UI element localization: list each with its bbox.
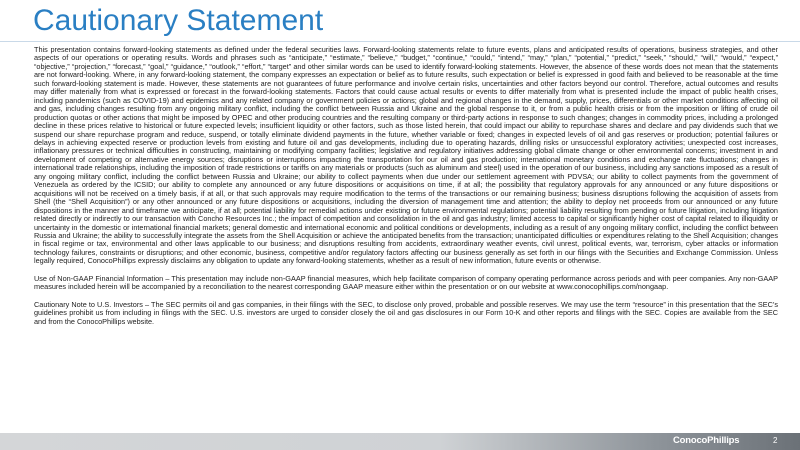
disclaimer-body: [34, 46, 778, 335]
company-logo: ConocoPhillips: [673, 435, 740, 446]
page-title: Cautionary Statement: [33, 4, 324, 37]
title-divider: [0, 41, 800, 42]
non-gaap-paragraph: Use of Non-GAAP Financial Information – This presentation may include non-GAAP financial measures, which help facilitate comparison of company operating performance across periods and with peer companies. Any non-GAAP measures included herein will be accompanied by a reconciliation to the nearest corresponding GAAP measure either within the presentation or on our website at www.conocophillips.com/nongaap.: [34, 273, 778, 292]
forward-looking-paragraph: This presentation contains forward-looking statements as defined under the federal securities laws. Forward-looking statements relate to future events, plans and anticipated results of operations, business strategies, and other aspects of our operations or operating results. Words and phrases such as “anticipate,” “estimate,” “believe,” “budget,” “continue,” “could,” “intend,” “may,” “plan,” “potential,” “predict,” “seek,” “should,” “will,” “would,” “expect,” “objective,” “projection,” “forecast,” “goal,” “guidance,” “outlook,” “effort,” “target” and other similar words can be used to identify forward-looking statements. However, the absence of these words does not mean that the statements are not forward-looking. Where, in any forward-looking statement, the company expresses an expectation or belief as to future results, such expectation or belief is expressed in good faith and believed to be reasonable at the time such forward-looking statement is made. However, these statements are not guarantees of future performance and involve certain risks, uncertainties and other factors beyond our control. Therefore, actual outcomes and results may differ materially from what is expressed or forecast in the forward-looking statements. Factors that could cause actual results or events to differ materially from what is presented include the impact of public health crises, including pandemics (such as COVID-19) and epidemics and any related company or government policies or actions; global and regional changes in the demand, supply, prices, differentials or other market conditions affecting oil and gas, including changes resulting from any ongoing military conflict, including the conflict between Russia and Ukraine and the global response to it, or from a public health crisis or from the imposition or lifting of crude oil production quotas or other actions that might be imposed by OPEC and other producing countries and the resulting company or third-party actions in response to such changes; changes in commodity prices, including a prolonged decline in these prices relative to historical or future expected levels; insufficient liquidity or other factors, such as those listed herein, that could impact our ability to repurchase shares and declare and pay dividends such that we suspend our share repurchase program and reduce, suspend, or totally eliminate dividend payments in the future, whether variable or fixed; changes in expected levels of oil and gas reserves or production; potential failures or delays in achieving expected reserve or production levels from existing and future oil and gas developments, including due to operating hazards, drilling risks or unsuccessful exploratory activities; unexpected cost increases, inflationary pressures or technical difficulties in constructing, maintaining or modifying company facilities; legislative and regulatory initiatives addressing global climate change or other environmental concerns; investment in and development of competing or alternative energy sources; disruptions or interruptions impacting the transportation for our oil and gas production; international monetary conditions and exchange rate fluctuations; changes in international trade relationships, including the imposition of trade restrictions or tariffs on any materials or products (such as aluminum and steel) used in the operation of our business, including any sanctions imposed as a result of any ongoing military conflict, including the conflict between Russia and Ukraine; our ability to collect payments when due under our settlement agreement with PDVSA; our ability to collect payments from the government of Venezuela as ordered by the ICSID; our ability to complete any announced or any future dispositions or acquisitions on time, if at all; the possibility that regulatory approvals for any announced or any future dispositions or acquisitions will not be received on a timely basis, if at all, or that such approvals may require modification to the terms of the transactions or our remaining business; business disruptions following the acquisition of assets from Shell (the “Shell Acquisition”) or any other announced or any future dispositions or acquisitions, including the diversion of management time and attention; the ability to deploy net proceeds from our announced or any future dispositions in the manner and timeframe we anticipate, if at all; potential liability for remedial actions under existing or future environmental regulations; potential liability resulting from pending or future litigation, including litigation related directly or indirectly to our transaction with Concho Resources Inc.; the impact of competition and consolidation in the oil and gas industry; limited access to capital or significantly higher cost of capital related to illiquidity or uncertainty in the domestic or international financial markets; general domestic and international economic and political conditions or developments, including as a result of any ongoing military conflict, including the conflict between Russia and Ukraine; the ability to successfully integrate the assets from the Shell Acquisition or achieve the anticipated benefits from the transaction; unanticipated difficulties or expenditures relating to the Shell Acquisition; changes in fiscal regime or tax, environmental and other laws applicable to our business; and disruptions resulting from accidents, extraordinary weather events, civil unrest, political events, war, terrorism, cyber attacks or information technology failures, constraints or disruptions; and other economic, business, competitive and/or regulatory factors affecting our business generally as set forth in our filings with the Securities and Exchange Commission. Unless legally required, ConocoPhillips expressly disclaims any obligation to update any forward-looking statements, whether as a result of new information, future events or otherwise.: [34, 45, 778, 266]
page-number: 2: [773, 436, 778, 445]
investor-note-paragraph: Cautionary Note to U.S. Investors – The SEC permits oil and gas companies, in their filings with the SEC, to disclose only proved, probable and possible reserves. We may use the term “resource” in this presentation that the SEC’s guidelines prohibit us from including in filings with the SEC. U.S. investors are urged to consider closely the oil and gas disclosures in our Form 10-K and other reports and filings with the SEC. Copies are available from the SEC and from the ConocoPhillips website.: [34, 299, 778, 326]
